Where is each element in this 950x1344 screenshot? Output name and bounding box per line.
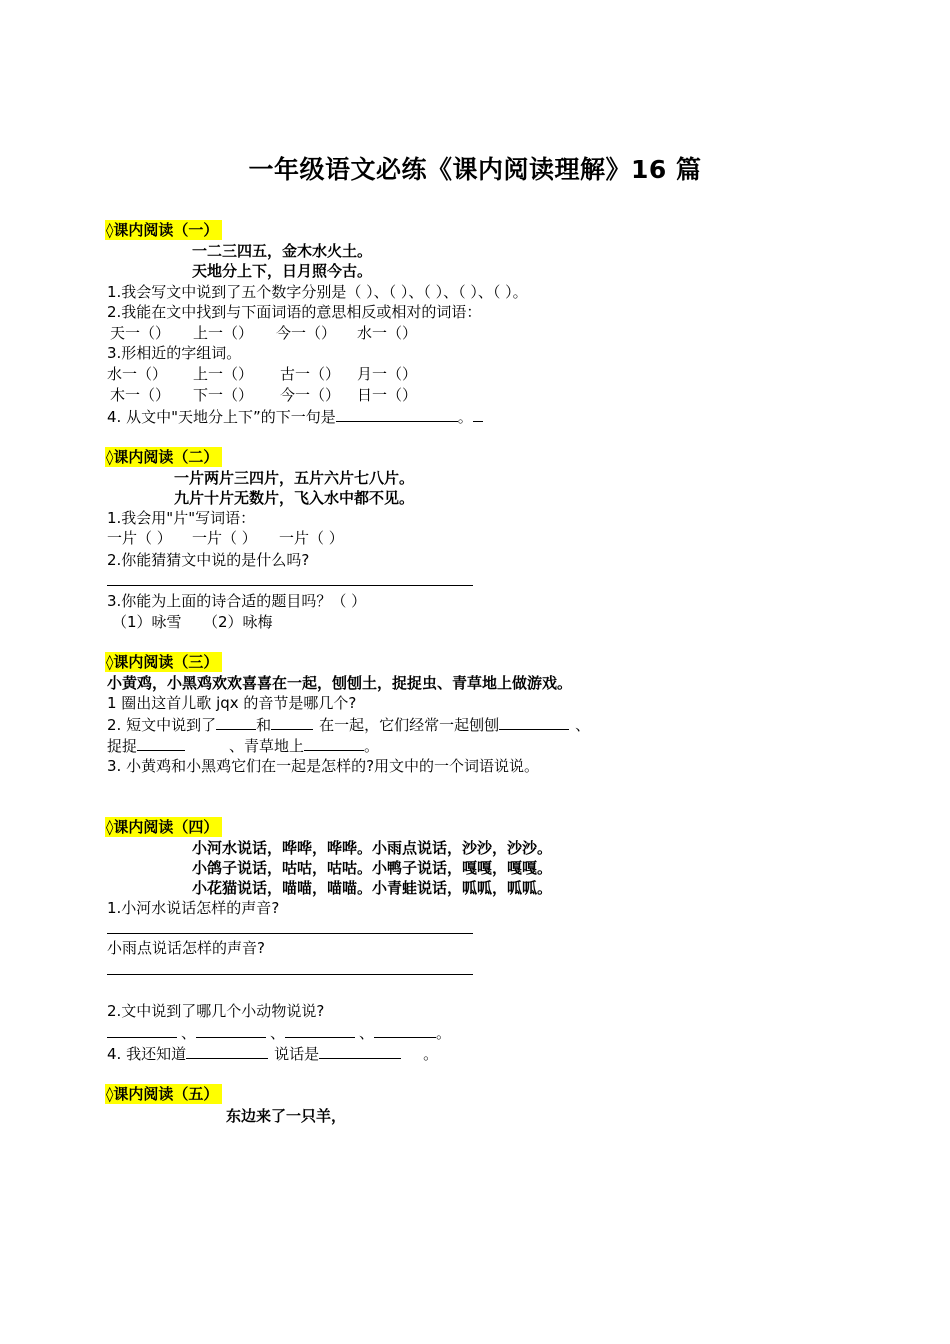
section-header-1: ◊课内阅读（一）	[105, 220, 222, 240]
section-header-5: ◊课内阅读（五）	[105, 1084, 222, 1104]
answer-blank[interactable]	[304, 735, 364, 751]
separator: 、	[270, 1024, 286, 1042]
question-text	[107, 735, 379, 756]
page-title: 一年级语文必练《课内阅读理解》16 篇	[248, 155, 702, 184]
period: 。	[457, 408, 473, 426]
period: 。	[423, 1045, 439, 1063]
poem-line: 小河水说话，哗哗，哗哗。小雨点说话，沙沙，沙沙。	[192, 839, 553, 857]
question-text: 3.形相近的字组词。	[107, 344, 242, 362]
word-item: 木一（）	[110, 386, 171, 404]
answer-line[interactable]	[107, 933, 473, 934]
passage-text: 小黄鸡，小黑鸡欢欢喜喜在一起，刨刨土，捉捉虫、青草地上做游戏。	[107, 674, 573, 692]
word-item: 水一（）	[107, 365, 168, 383]
answer-blank[interactable]	[319, 1043, 401, 1059]
poem-line: 一片两片三四片，五片六片七八片。	[174, 469, 415, 487]
poem-line: 小鸽子说话，咕咕，咕咕。小鸭子说话，嘎嘎，嘎嘎。	[192, 859, 553, 877]
choice-option: （1）咏雪	[112, 613, 182, 631]
answer-blank[interactable]	[107, 1022, 177, 1038]
word-item: 今一（）	[280, 386, 341, 404]
question-text: 1.我会写文中说到了五个数字分别是（ ）、（ ）、（ ）、（ ）、（ ）。	[107, 283, 528, 301]
question-text: 2.我能在文中找到与下面词语的意思相反或相对的词语：	[107, 303, 482, 321]
question-text: 1 圈出这首儿歌 jqx 的音节是哪几个?	[107, 694, 357, 712]
choice-option: （2）咏梅	[203, 613, 273, 631]
answer-blank[interactable]	[271, 714, 313, 730]
question-text: 3.你能为上面的诗合适的题目吗？（ ）	[107, 592, 367, 610]
answer-blank[interactable]	[216, 714, 256, 730]
question-label: 2. 短文中说到了	[107, 716, 217, 734]
answer-blank[interactable]	[186, 1043, 268, 1059]
answer-blank[interactable]	[196, 1022, 266, 1038]
section-header-3: ◊课内阅读（三）	[105, 652, 222, 672]
word-item: 上一（）	[193, 365, 254, 383]
answer-blank[interactable]	[499, 714, 569, 730]
poem-line: 九片十片无数片，飞入水中都不见。	[174, 489, 415, 507]
question-text	[107, 1022, 451, 1043]
poem-line: 东边来了一只羊，	[226, 1107, 347, 1125]
answer-blank[interactable]	[336, 406, 458, 422]
question-label: 捉捉	[107, 737, 138, 755]
word-item: 今一（）	[276, 324, 337, 342]
period: 。	[364, 737, 380, 755]
answer-line[interactable]	[107, 974, 473, 975]
word-item: 一片（ ）	[279, 529, 344, 547]
word-item: 一片（ ）	[107, 529, 172, 547]
question-label: 4. 从文中"天地分上下”的下一句是	[107, 408, 336, 426]
separator: 、	[575, 716, 591, 734]
question-text	[107, 714, 590, 735]
word-item: 天一（）	[110, 324, 171, 342]
question-text: 1.小河水说话怎样的声音?	[107, 899, 280, 917]
answer-blank[interactable]	[137, 735, 185, 751]
period: 。	[436, 1024, 452, 1042]
question-text: 1.我会用"片"写词语：	[107, 509, 256, 527]
question-label: 和	[256, 716, 272, 734]
question-label: 、青草地上	[229, 737, 305, 755]
question-text: 小雨点说话怎样的声音?	[107, 939, 265, 957]
question-text	[107, 406, 483, 427]
word-item: 月一（）	[357, 365, 418, 383]
word-item: 水一（）	[357, 324, 418, 342]
question-label: 4. 我还知道	[107, 1045, 187, 1063]
question-text: 2.你能猜猜文中说的是什么吗?	[107, 551, 310, 569]
answer-blank[interactable]	[285, 1022, 355, 1038]
word-item: 一片（ ）	[192, 529, 257, 547]
answer-blank-tail	[473, 406, 483, 422]
poem-line: 小花猫说话，喵喵，喵喵。小青蛙说话，呱呱，呱呱。	[192, 879, 553, 897]
separator: 、	[181, 1024, 197, 1042]
word-item: 下一（）	[193, 386, 254, 404]
word-item: 上一（）	[193, 324, 254, 342]
answer-blank[interactable]	[374, 1022, 436, 1038]
question-text: 2.文中说到了哪几个小动物说说?	[107, 1002, 325, 1020]
section-header-4: ◊课内阅读（四）	[105, 817, 222, 837]
word-item: 日一（）	[357, 386, 418, 404]
question-text: 3. 小黄鸡和小黑鸡它们在一起是怎样的?用文中的一个词语说说。	[107, 757, 540, 775]
poem-line: 一二三四五，金木水火土。	[192, 242, 373, 260]
question-label: 说话是	[274, 1045, 320, 1063]
section-header-2: ◊课内阅读（二）	[105, 447, 222, 467]
poem-line: 天地分上下，日月照今古。	[192, 262, 373, 280]
word-item: 古一（）	[280, 365, 341, 383]
answer-line[interactable]	[107, 585, 473, 586]
question-label: 在一起，它们经常一起刨刨	[319, 716, 500, 734]
question-text	[107, 1043, 438, 1064]
separator: 、	[359, 1024, 375, 1042]
